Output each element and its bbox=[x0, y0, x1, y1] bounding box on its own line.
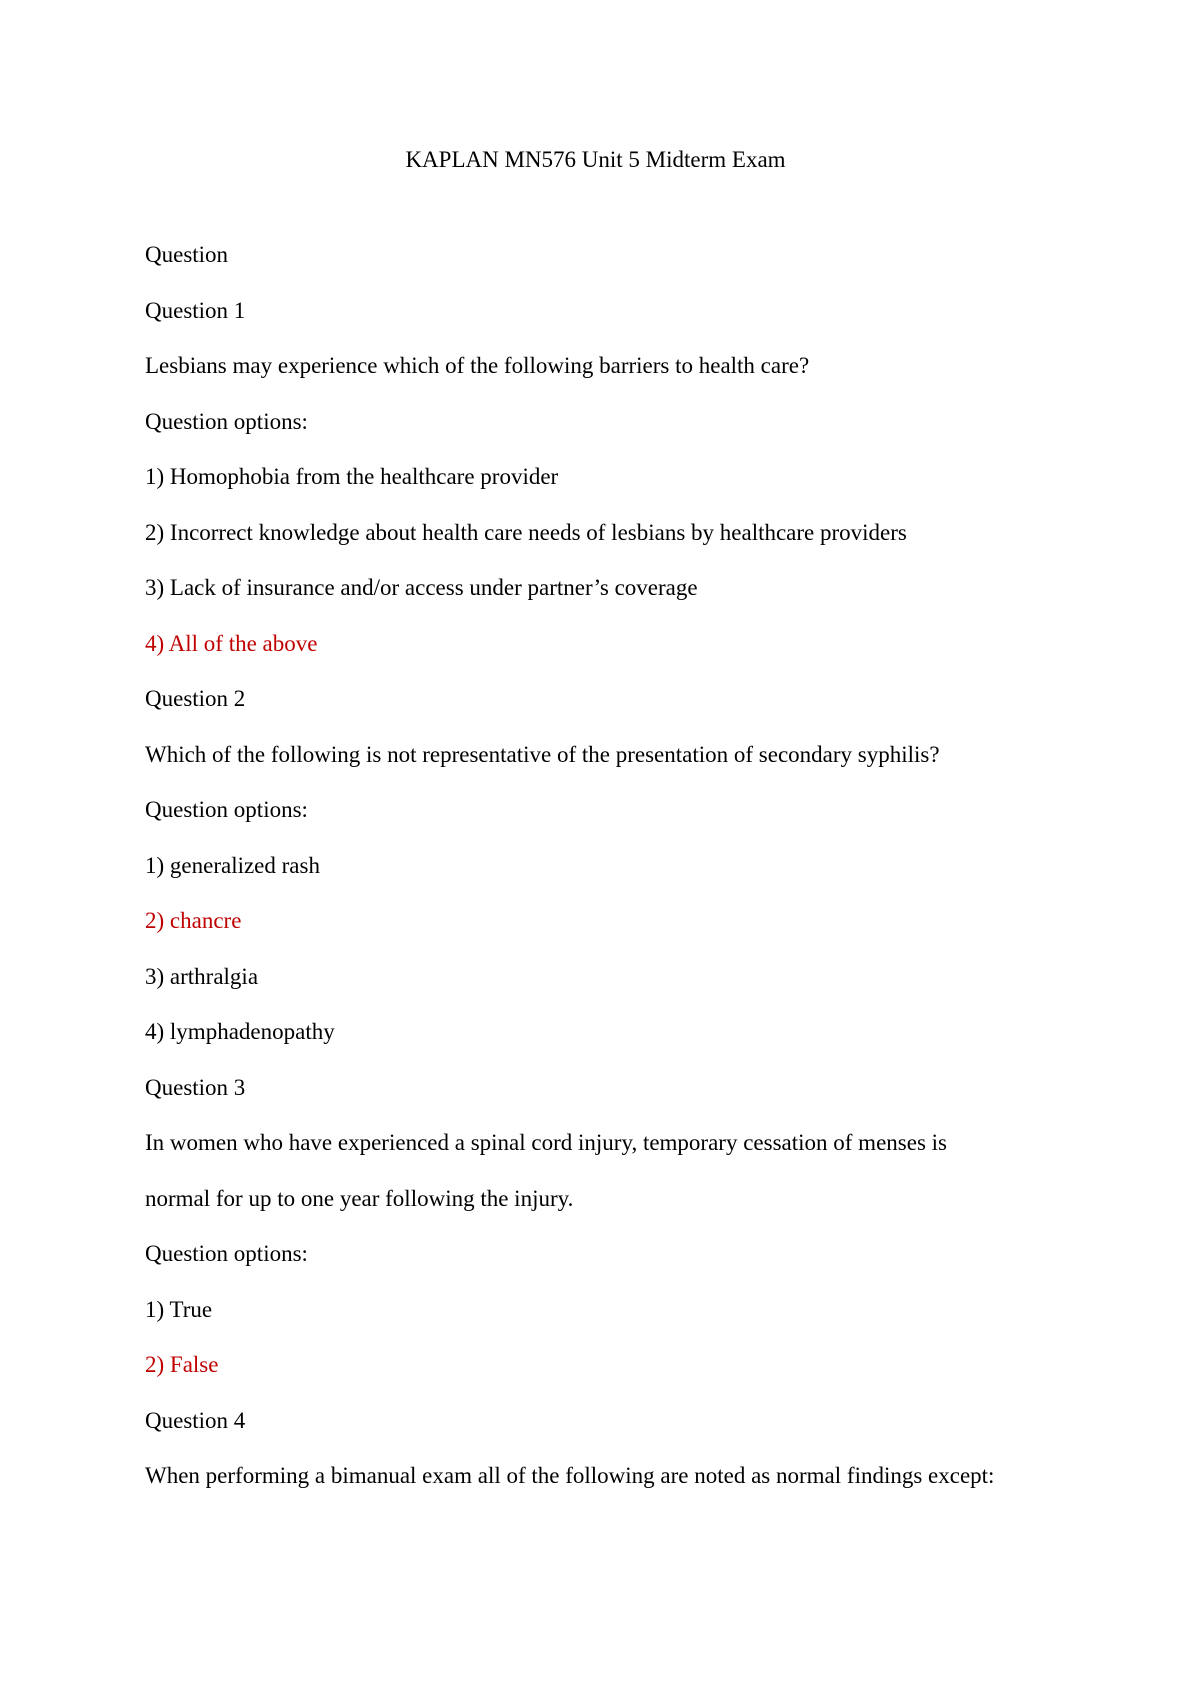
correct-answer-line: 4) All of the above bbox=[145, 630, 318, 656]
correct-answer-line: 2) False bbox=[145, 1352, 219, 1377]
document-line: Question 3 bbox=[145, 1074, 246, 1100]
document-line: Question bbox=[145, 242, 229, 267]
document-line: Question options: bbox=[145, 797, 308, 822]
document-title: KAPLAN MN576 Unit 5 Midterm Exam bbox=[405, 147, 786, 172]
document-line: Question options: bbox=[145, 1241, 308, 1266]
correct-answer-line: 2) chancre bbox=[145, 908, 242, 933]
document-line: 1) generalized rash bbox=[145, 852, 320, 878]
document-line: 1) True bbox=[145, 1296, 213, 1322]
document-line: 4) lymphadenopathy bbox=[145, 1019, 335, 1044]
document-line: normal for up to one year following the injury. bbox=[145, 1185, 574, 1211]
document-line: 3) Lack of insurance and/or access under partner’s coverage bbox=[145, 575, 698, 600]
document-line: 1) Homophobia from the healthcare provider bbox=[145, 464, 559, 489]
document-line: Which of the following is not representative of the presentation of secondary syphilis? bbox=[145, 741, 940, 767]
document-line: Question options: bbox=[145, 408, 308, 434]
document-line: 3) arthralgia bbox=[145, 963, 259, 989]
document-line: Question 1 bbox=[145, 297, 246, 323]
document-line: Question 2 bbox=[145, 686, 246, 711]
document-line: When performing a bimanual exam all of the following are noted as normal findings except: bbox=[145, 1463, 995, 1488]
document-line: 2) Incorrect knowledge about health care needs of lesbians by healthcare providers bbox=[145, 519, 907, 545]
document-line: In women who have experienced a spinal cord injury, temporary cessation of menses is bbox=[145, 1130, 947, 1155]
document-line: Question 4 bbox=[145, 1407, 246, 1433]
document-line: Lesbians may experience which of the following barriers to health care? bbox=[145, 353, 810, 378]
